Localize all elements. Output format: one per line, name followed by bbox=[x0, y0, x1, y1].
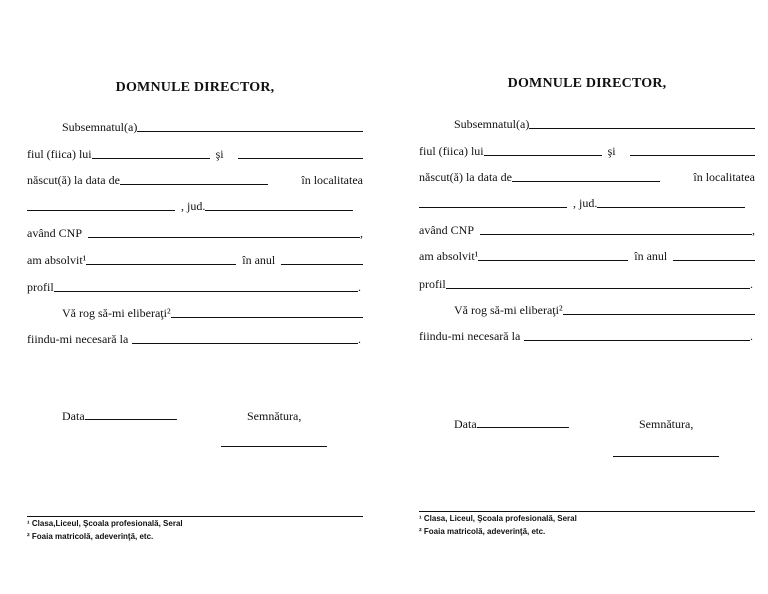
label-data: Data bbox=[454, 417, 477, 431]
label-si: şi bbox=[215, 147, 224, 161]
field-birth-date[interactable] bbox=[120, 183, 268, 185]
label-subsemnatul: Subsemnatul(a) bbox=[62, 120, 138, 134]
field-locality[interactable] bbox=[419, 206, 567, 208]
field-father[interactable] bbox=[484, 154, 602, 156]
punct-period: . bbox=[358, 332, 361, 346]
field-mother[interactable] bbox=[630, 154, 755, 156]
field-name[interactable] bbox=[529, 127, 755, 129]
row-profil bbox=[419, 276, 755, 292]
field-document[interactable] bbox=[563, 313, 755, 315]
label-jud: , jud. bbox=[573, 196, 598, 210]
label-absolvit: am absolvit¹ bbox=[27, 253, 87, 267]
field-purpose[interactable] bbox=[132, 342, 358, 344]
punct-period: . bbox=[358, 280, 361, 294]
form-title: DOMNULE DIRECTOR, bbox=[507, 76, 667, 91]
label-cnp: având CNP bbox=[419, 223, 474, 237]
label-jud: , jud. bbox=[181, 199, 206, 213]
field-birth-date[interactable] bbox=[512, 180, 660, 182]
label-nascut: născut(ă) la data de bbox=[27, 173, 120, 187]
field-year[interactable] bbox=[673, 259, 755, 261]
row-cnp bbox=[27, 225, 363, 241]
label-semnatura: Semnătura, bbox=[247, 409, 302, 423]
label-subsemnatul: Subsemnatul(a) bbox=[454, 117, 530, 131]
field-name[interactable] bbox=[137, 130, 363, 132]
label-fiul: fiul (fiica) lui bbox=[27, 147, 92, 161]
label-data: Data bbox=[62, 409, 85, 423]
date-label bbox=[454, 417, 569, 432]
footnote-2: ² Foaia matricolă, adeverinţă, etc. bbox=[27, 532, 154, 541]
field-signature[interactable] bbox=[613, 456, 719, 457]
row-absolvit bbox=[419, 248, 755, 264]
form-title: DOMNULE DIRECTOR, bbox=[115, 80, 275, 95]
field-school[interactable] bbox=[478, 259, 628, 261]
label-localitatea: în localitatea bbox=[301, 173, 363, 187]
label-profil: profil bbox=[27, 280, 54, 294]
field-date[interactable] bbox=[85, 418, 177, 420]
footnote-1: ¹ Clasa,Liceul, Şcoala profesională, Seral bbox=[27, 519, 183, 528]
row-rog bbox=[419, 302, 755, 318]
label-rog: Vă rog să-mi eliberaţi² bbox=[454, 303, 563, 317]
label-necesara: fiindu-mi necesară la bbox=[419, 329, 521, 343]
footnote-divider bbox=[419, 511, 755, 512]
field-purpose[interactable] bbox=[524, 339, 750, 341]
label-profil: profil bbox=[419, 277, 446, 291]
field-date[interactable] bbox=[477, 426, 569, 428]
footnote-2: ² Foaia matricolă, adeverinţă, etc. bbox=[419, 527, 546, 536]
date-label bbox=[62, 409, 177, 424]
label-necesara: fiindu-mi necesară la bbox=[27, 332, 129, 346]
row-nascut bbox=[27, 172, 363, 188]
footnote-1: ¹ Clasa, Liceul, Şcoala profesională, Seral bbox=[419, 514, 577, 523]
field-document[interactable] bbox=[171, 316, 363, 318]
field-father[interactable] bbox=[92, 157, 210, 159]
label-cnp: având CNP bbox=[27, 226, 82, 240]
field-locality[interactable] bbox=[27, 209, 175, 211]
label-absolvit: am absolvit¹ bbox=[419, 249, 479, 263]
row-fiul bbox=[27, 146, 363, 162]
label-semnatura: Semnătura, bbox=[639, 417, 694, 431]
row-cnp bbox=[419, 222, 755, 238]
field-signature[interactable] bbox=[221, 446, 327, 447]
footnote-divider bbox=[27, 516, 363, 517]
row-fiul bbox=[419, 143, 755, 159]
row-jud bbox=[419, 195, 755, 211]
label-nascut: născut(ă) la data de bbox=[419, 170, 512, 184]
field-mother[interactable] bbox=[238, 157, 363, 159]
row-profil bbox=[27, 279, 363, 295]
punct-comma: , bbox=[360, 226, 363, 240]
field-year[interactable] bbox=[281, 263, 363, 265]
row-necesara bbox=[419, 328, 755, 344]
field-cnp[interactable] bbox=[88, 236, 360, 238]
row-rog bbox=[27, 305, 363, 321]
field-profile[interactable] bbox=[446, 287, 750, 289]
row-subsemnatul bbox=[27, 119, 363, 135]
punct-period: . bbox=[750, 277, 753, 291]
row-necesara bbox=[27, 331, 363, 347]
field-cnp[interactable] bbox=[480, 233, 752, 235]
label-anul: în anul bbox=[242, 253, 276, 267]
label-localitatea: în localitatea bbox=[693, 170, 755, 184]
row-subsemnatul bbox=[419, 116, 755, 132]
row-absolvit bbox=[27, 252, 363, 268]
field-school[interactable] bbox=[86, 263, 236, 265]
label-si: şi bbox=[607, 144, 616, 158]
punct-period: . bbox=[750, 329, 753, 343]
label-anul: în anul bbox=[634, 249, 668, 263]
label-rog: Vă rog să-mi eliberaţi² bbox=[62, 306, 171, 320]
punct-comma: , bbox=[752, 223, 755, 237]
row-jud bbox=[27, 198, 363, 214]
row-nascut bbox=[419, 169, 755, 185]
field-profile[interactable] bbox=[54, 290, 358, 292]
field-county[interactable] bbox=[205, 209, 353, 211]
label-fiul: fiul (fiica) lui bbox=[419, 144, 484, 158]
field-county[interactable] bbox=[597, 206, 745, 208]
